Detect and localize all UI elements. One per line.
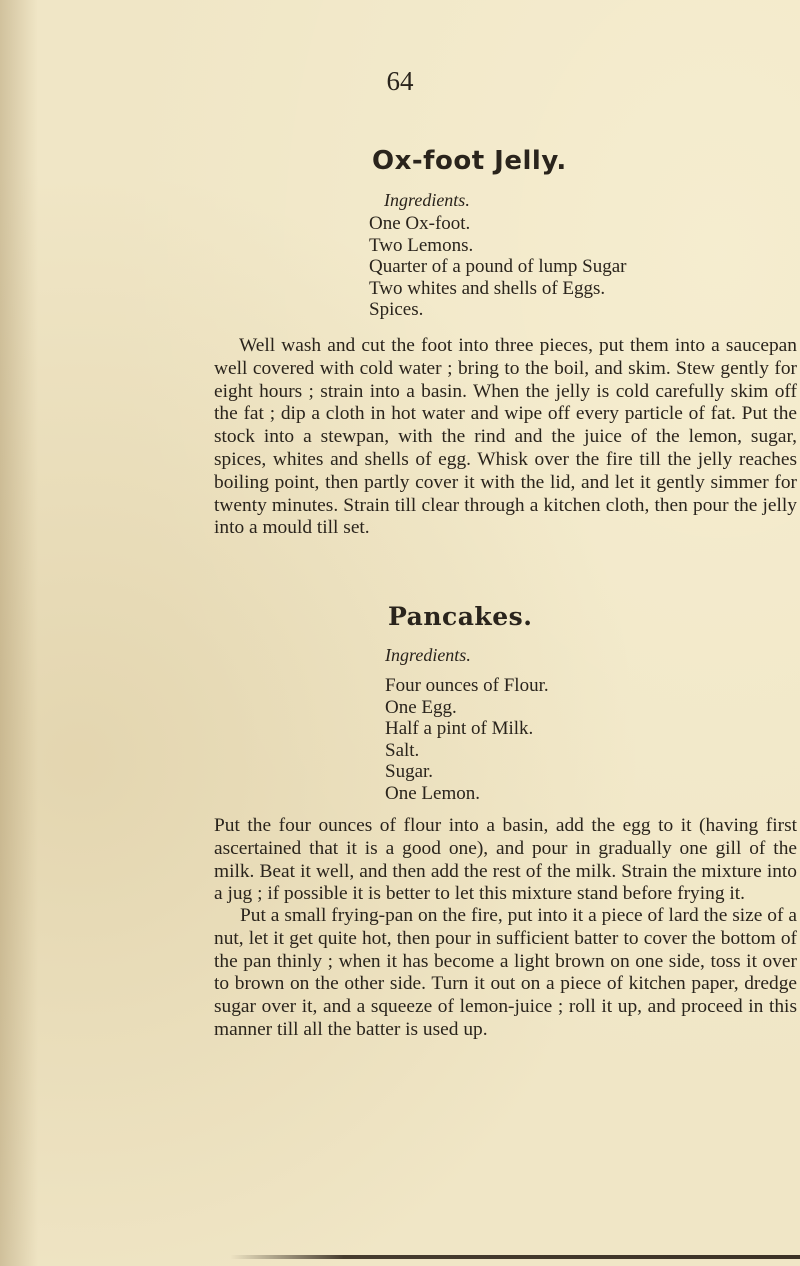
recipe-title-pancakes: Pancakes.: [388, 602, 533, 631]
page-number: 64: [386, 66, 414, 96]
ingredient-list-pancakes: [385, 675, 549, 804]
ingredient-item: Four ounces of Flour.: [385, 675, 549, 696]
method-paragraph: Well wash and cut the foot into three pieces, put them into a saucepan well covered with cold water ; bring to the boil, and skim. Stew gently for eight hours ; strain into a basin. When the jelly is cold carefully skim off the fat ; dip a cloth in hot water and wipe off every particle of fat. Put the stock into a stewpan, with the rind and the juice of the lemon, sugar, spices, whites and shells of egg. Whisk over the fire till the jelly reaches boiling point, then partly cover it with the lid, and let it gently simmer for twenty minutes. Strain till clear through a kitchen cloth, then pour the jelly into a mould till set.: [214, 335, 797, 539]
ingredient-item: Spices.: [369, 299, 424, 320]
ingredient-item: Two Lemons.: [369, 234, 474, 256]
ingredient-item: One Ox-foot.: [369, 213, 471, 234]
ingredient-item: Quarter of a pound of lump Sugar: [369, 256, 627, 277]
page-gutter-shadow: [0, 0, 38, 1266]
ingredient-item: One Lemon.: [385, 782, 480, 804]
ingredient-item: Salt.: [385, 739, 420, 761]
method-paragraph: Put the four ounces of flour into a basin, add the egg to it (having first ascertained that it is a good one), and pour in gradually one gill of the milk. Beat it well, and then add the rest of the milk. Strain the mixture into a jug ; if possible it is better to let this mixture stand before frying it.: [214, 815, 797, 905]
bottom-edge-rule: [230, 1255, 800, 1259]
ingredient-item: Sugar.: [385, 761, 434, 782]
ingredients-heading: Ingredients.: [385, 645, 471, 665]
ingredient-item: Two whites and shells of Eggs.: [369, 277, 606, 299]
recipe-title-ox-foot-jelly: Ox-foot Jelly.: [372, 146, 567, 176]
method-paragraph: Put a small frying-pan on the fire, put into it a piece of lard the size of a nut, let it get quite hot, then pour in sufficient batter to cover the bottom of the pan thinly ; when it has become a light brown on one side, toss it over to brown on the other side. Turn it out on a piece of kitchen paper, dredge sugar over it, and a squeeze of lemon-juice ; roll it up, and proceed in this manner till all the batter is used up.: [214, 905, 797, 1040]
ingredient-item: One Egg.: [385, 696, 457, 718]
ingredient-list-ox-foot-jelly: [369, 213, 627, 321]
ingredient-item: Half a pint of Milk.: [385, 718, 534, 739]
ingredients-heading: Ingredients.: [384, 190, 470, 210]
